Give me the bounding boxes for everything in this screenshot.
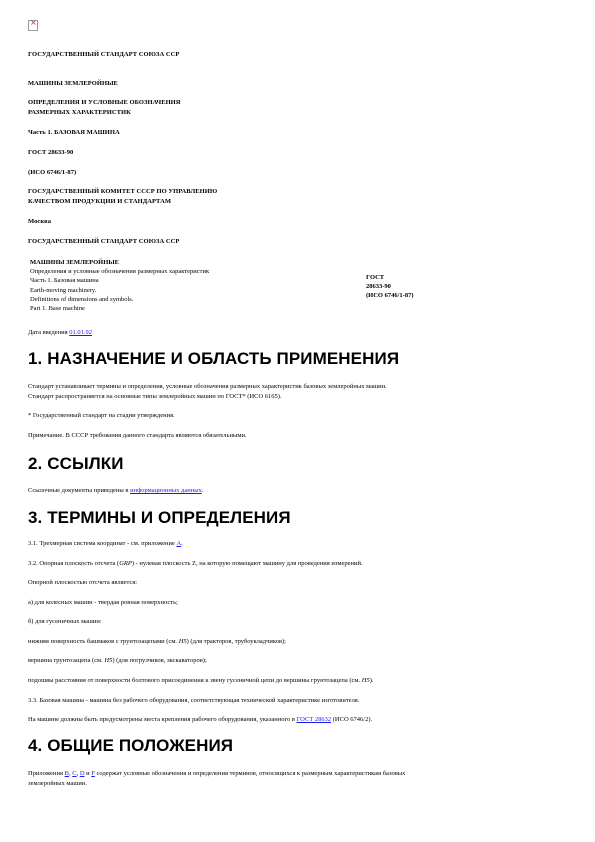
paragraph-text: ) (для тракторов, трубоукладчиков); bbox=[186, 638, 286, 645]
title-block-heading: МАШИНЫ ЗЕМЛЕРОЙНЫЕ bbox=[30, 259, 119, 266]
broken-image-icon bbox=[28, 20, 38, 31]
paragraph-text: . bbox=[201, 487, 204, 494]
title-block-line: Definitions of dimensions and symbols. bbox=[30, 296, 134, 303]
paragraph-text: ) - нулевая плоскость Z, на которую помещают машину для проведения измерений. bbox=[131, 560, 363, 567]
section-heading: 4. ОБЩИЕ ПОЛОЖЕНИЯ bbox=[28, 736, 234, 755]
title-block-gost: (ИСО 6746/1-87) bbox=[366, 292, 414, 299]
appendix-b-link[interactable]: В bbox=[64, 770, 69, 777]
paragraph: землеройных машин. bbox=[28, 780, 87, 787]
committee-line: ГОСУДАРСТВЕННЫЙ КОМИТЕТ СССР ПО УПРАВЛЕНИЮ bbox=[28, 188, 218, 195]
section-heading: 3. ТЕРМИНЫ И ОПРЕДЕЛЕНИЯ bbox=[28, 508, 291, 527]
title-block-line bbox=[30, 259, 119, 267]
paragraph bbox=[28, 539, 183, 549]
separator: , bbox=[68, 770, 73, 777]
symbol: H5 bbox=[361, 677, 370, 684]
section-heading: 1. НАЗНАЧЕНИЕ И ОБЛАСТЬ ПРИМЕНЕНИЯ bbox=[28, 349, 400, 368]
doc-iso-number: (ИСО 6746/1-87) bbox=[28, 169, 77, 176]
title-block-line: Определения и условные обозначения размерных характеристик bbox=[30, 268, 210, 275]
paragraph: Стандарт распространяется на основные типы землеройных машин по ГОСТ* (ИСО 6165). bbox=[28, 393, 282, 400]
reference-data-link[interactable]: информационных данных bbox=[130, 487, 202, 494]
paragraph bbox=[28, 486, 203, 496]
paragraph: Стандарт устанавливает термины и определения, условные обозначения размерных характеристик базовых землеройных машин. bbox=[28, 383, 387, 390]
paragraph-text: содержат условные обозначения и определения терминов, относящихся к размерным характеристикам базовых bbox=[94, 770, 406, 777]
effective-date bbox=[28, 328, 92, 337]
committee-line: КАЧЕСТВОМ ПРОДУКЦИИ И СТАНДАРТАМ bbox=[28, 198, 172, 205]
paragraph bbox=[28, 656, 207, 666]
paragraph-text: Приложения bbox=[28, 770, 65, 777]
paragraph-text: . bbox=[181, 540, 183, 547]
paragraph bbox=[28, 637, 286, 647]
paragraph bbox=[28, 676, 374, 686]
title-block-gost: 28633-90 bbox=[366, 283, 391, 290]
section-heading: 2. ССЫЛКИ bbox=[28, 454, 124, 473]
paragraph-text: На машине должны быть предусмотрены места крепления рабочего оборудования, указанного в bbox=[28, 716, 297, 723]
doc-gost-number: ГОСТ 28633-90 bbox=[28, 149, 74, 156]
effective-date-label: Дата введения bbox=[28, 329, 70, 336]
title-block-line: Часть 1. Базовая машина bbox=[30, 277, 99, 284]
gost-28632-link[interactable]: ГОСТ 28632 bbox=[296, 716, 332, 723]
appendix-d-link[interactable]: D bbox=[79, 770, 85, 777]
paragraph bbox=[28, 769, 405, 779]
paragraph: а) для колесных машин - твердая ровная поверхность; bbox=[28, 599, 178, 606]
footnote: * Государственный стандарт на стадии утверждения. bbox=[28, 412, 175, 419]
paragraph-text: ) (для погрузчиков, экскаваторов); bbox=[112, 657, 207, 664]
paragraph: 3.3. Базовая машина - машина без рабочего оборудования, соответствующая технической характеристике изготовителя. bbox=[28, 697, 360, 704]
title-block-line: Part 1. Base machine bbox=[30, 305, 85, 312]
paragraph-text: подошвы расстояния от поверхности болтового присоединения к звену гусеничной цепи до вершины грунтозацепа (см. bbox=[28, 677, 362, 684]
appendix-a-link[interactable]: А bbox=[176, 540, 182, 547]
symbol: H5 bbox=[178, 638, 187, 645]
title-block-gost: ГОСТ bbox=[366, 274, 385, 281]
standard-header: ГОСУДАРСТВЕННЫЙ СТАНДАРТ СОЮЗА ССР bbox=[28, 51, 180, 58]
symbol: H5 bbox=[104, 657, 113, 664]
separator: и bbox=[84, 770, 92, 777]
appendix-c-link[interactable]: С bbox=[72, 770, 77, 777]
doc-part: Часть 1. БАЗОВАЯ МАШИНА bbox=[28, 129, 120, 136]
paragraph-text: Ссылочные документы приведены в bbox=[28, 487, 131, 494]
doc-title-line: МАШИНЫ ЗЕМЛЕРОЙНЫЕ bbox=[28, 80, 118, 87]
city: Москва bbox=[28, 218, 51, 225]
separator: , bbox=[76, 770, 80, 777]
paragraph-text: 3.2. Опорная плоскость отсчета ( bbox=[28, 560, 120, 567]
paragraph: б) для гусеничных машин: bbox=[28, 618, 102, 625]
title-block-line: Earth-moving machinery. bbox=[30, 287, 97, 294]
standard-header: ГОСУДАРСТВЕННЫЙ СТАНДАРТ СОЮЗА ССР bbox=[28, 238, 180, 245]
doc-title-line: РАЗМЕРНЫХ ХАРАКТЕРИСТИК bbox=[28, 109, 131, 116]
paragraph-text: нижняя поверхность башмаков с грунтозацепами (см. bbox=[28, 638, 179, 645]
effective-date-link[interactable]: 01.01.92 bbox=[69, 329, 92, 336]
paragraph-text: (ИСО 6746/2). bbox=[331, 716, 373, 723]
paragraph-text: вершина грунтозацепа (см. bbox=[28, 657, 105, 664]
term-abbreviation: GRP bbox=[119, 560, 132, 567]
paragraph-text: ). bbox=[369, 677, 374, 684]
paragraph: Примечание. В СССР требования данного стандарта являются обязательными. bbox=[28, 432, 247, 439]
appendix-f-link[interactable]: F bbox=[91, 770, 95, 777]
paragraph-text: 3.1. Трехмерная система координат - см. приложение bbox=[28, 540, 177, 547]
doc-title-line: ОПРЕДЕЛЕНИЯ И УСЛОВНЫЕ ОБОЗНАЧЕНИЯ bbox=[28, 99, 181, 106]
paragraph bbox=[28, 559, 363, 569]
paragraph bbox=[28, 715, 372, 725]
paragraph: Опорной плоскостью отсчета является: bbox=[28, 579, 138, 586]
